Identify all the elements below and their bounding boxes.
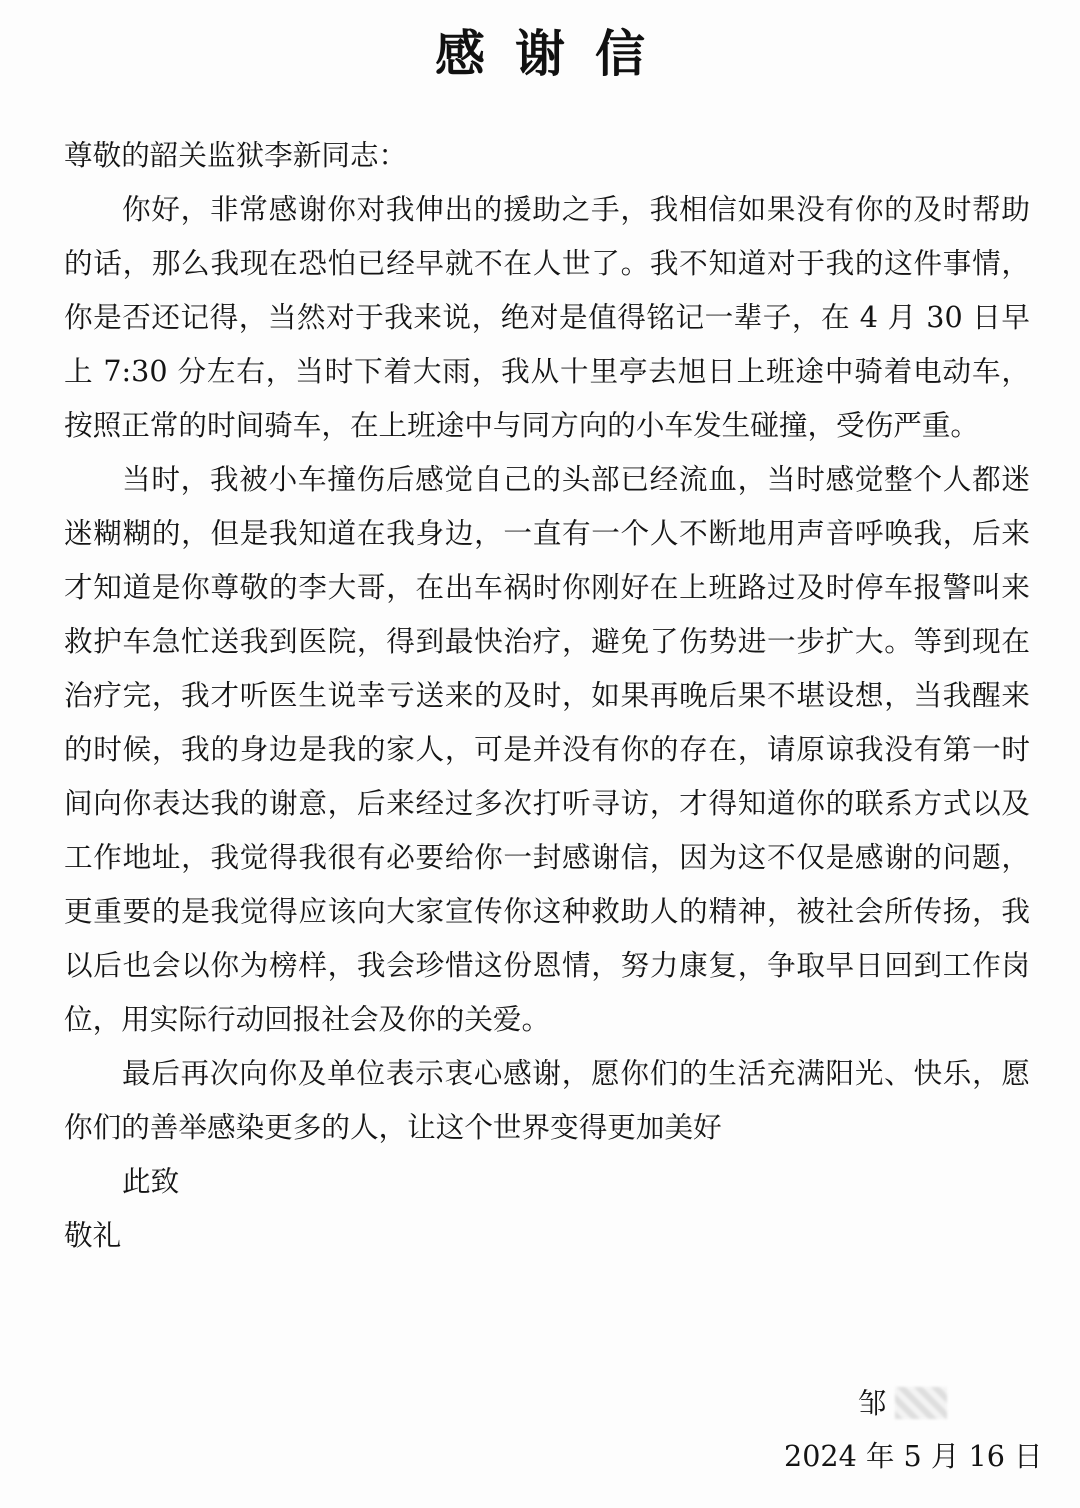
closing-cizhi: 此致 bbox=[122, 1164, 180, 1198]
letter-paragraph-1: 你好，非常感谢你对我伸出的援助之手，我相信如果没有你的及时帮助的话，那么我现在恐怕已经早就不在人世了。我不知道对于我的这件事情，你是否还记得，当然对于我来说，绝对是值得铭记一辈子，在 4 月 30 日早上 7:30 分左右，当时下着大雨，我从十里亭去旭日上班途中骑着电动车，按照正常的时间骑车，在上班途中与同方向的小车发生碰撞，受伤严重。 bbox=[64, 192, 1030, 442]
letter-date: 2024 年 5 月 16 日 bbox=[784, 1439, 1043, 1473]
letter-salutation: 尊敬的韶关监狱李新同志： bbox=[64, 138, 408, 172]
signature bbox=[858, 1380, 947, 1426]
redacted-name-mosaic bbox=[895, 1387, 947, 1419]
letter-paragraph-2: 当时，我被小车撞伤后感觉自己的头部已经流血，当时感觉整个人都迷迷糊糊的，但是我知道在我身边，一直有一个人不断地用声音呼唤我，后来才知道是你尊敬的李大哥，在出车祸时你刚好在上班路过及时停车报警叫来救护车急忙送我到医院，得到最快治疗，避免了伤势进一步扩大。等到现在治疗完，我才听医生说幸亏送来的及时，如果再晚后果不堪设想，当我醒来的时候，我的身边是我的家人，可是并没有你的存在，请原谅我没有第一时间向你表达我的谢意，后来经过多次打听寻访，才得知道你的联系方式以及工作地址，我觉得我很有必要给你一封感谢信，因为这不仅是感谢的问题，更重要的是我觉得应该向大家宣传你这种救助人的精神，被社会所传扬，我以后也会以你为榜样，我会珍惜这份恩情，努力康复，争取早日回到工作岗位，用实际行动回报社会及你的关爱。 bbox=[64, 462, 1030, 1036]
closing-jingli: 敬礼 bbox=[64, 1218, 122, 1252]
letter-paragraph-3: 最后再次向你及单位表示衷心感谢，愿你们的生活充满阳光、快乐，愿你们的善举感染更多的人，让这个世界变得更加美好 bbox=[64, 1056, 1030, 1144]
letter-body bbox=[64, 128, 1030, 1262]
signature-name: 邹 bbox=[858, 1386, 887, 1420]
letter-title: 感谢信 bbox=[435, 25, 675, 83]
